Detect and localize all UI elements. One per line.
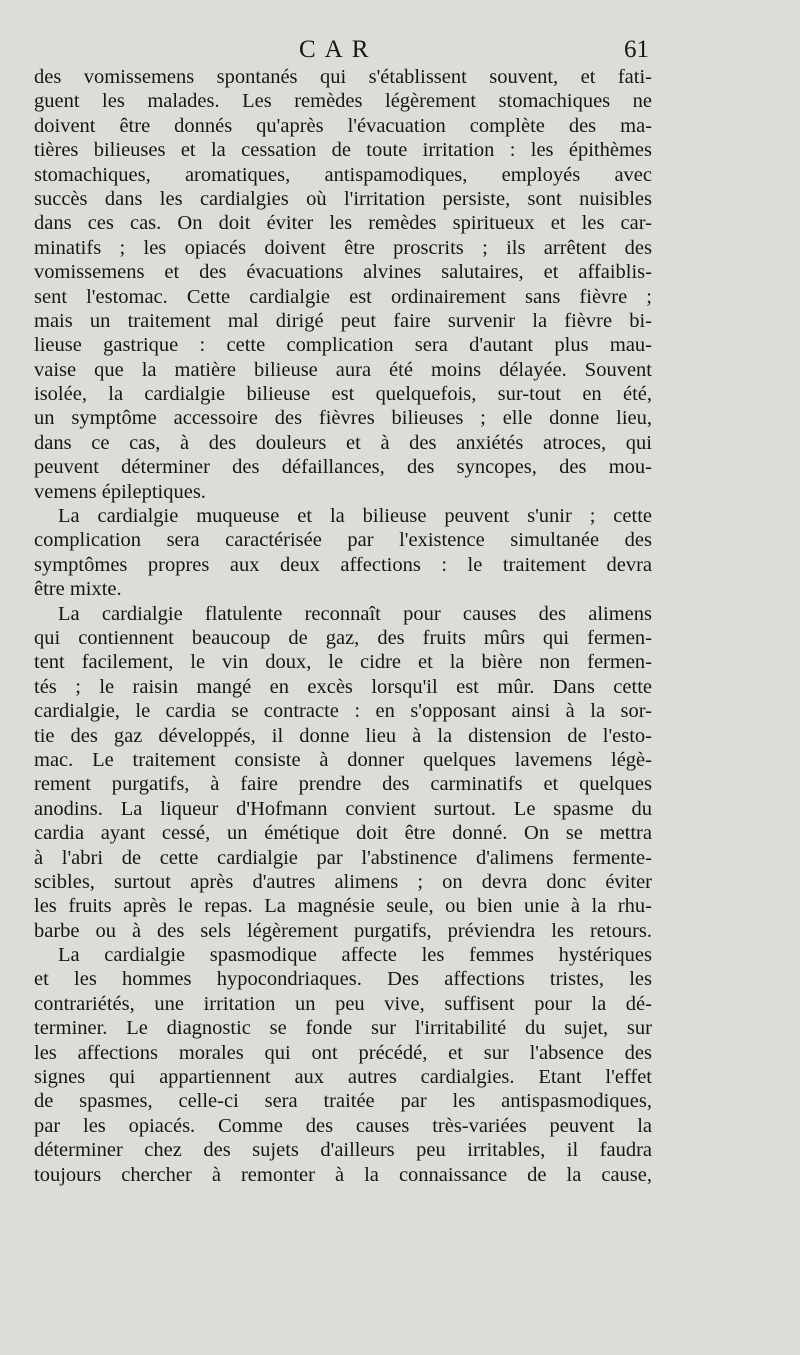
text-line: succès dans les cardialgies où l'irritation persiste, sont nuisibles — [34, 187, 652, 210]
text-line: à l'abri de cette cardialgie par l'abstinence d'alimens fermente- — [34, 846, 652, 869]
running-head: CAR — [299, 36, 378, 63]
text-line: sent l'estomac. Cette cardialgie est ordinairement sans fièvre ; — [34, 285, 652, 308]
text-line: des vomissemens spontanés qui s'établissent souvent, et fati- — [34, 66, 652, 88]
text-line: symptômes propres aux deux affections : le traitement devra — [34, 553, 652, 576]
text-line: barbe ou à des sels légèrement purgatifs, préviendra les retours. — [34, 919, 652, 942]
text-line: tières bilieuses et la cessation de toute irritation : les épithèmes — [34, 139, 652, 162]
paragraph-start-line: La cardialgie muqueuse et la bilieuse peuvent s'unir ; cette — [58, 505, 652, 528]
text-line: être mixte. — [34, 578, 122, 601]
text-line: les affections morales qui ont précédé, et sur l'absence des — [34, 1041, 652, 1064]
text-line: vaise que la matière bilieuse aura été moins délayée. Souvent — [34, 358, 652, 381]
text-line: tent facilement, le vin doux, le cidre et la bière non fermen- — [34, 651, 652, 674]
text-line: cardialgie, le cardia se contracte : en s'opposant ainsi à la sor- — [34, 700, 652, 723]
text-line: dans ces cas. On doit éviter les remèdes spiritueux et les car- — [34, 212, 652, 235]
text-line: par les opiacés. Comme des causes très-variées peuvent la — [34, 1114, 652, 1137]
text-line: contrariétés, une irritation un peu vive, suffisent pour la dé- — [34, 992, 652, 1015]
page-header — [0, 36, 800, 66]
text-line: mais un traitement mal dirigé peut faire survenir la fièvre bi- — [34, 309, 652, 332]
text-line: et les hommes hypocondriaques. Des affections tristes, les — [34, 968, 652, 991]
text-line: peuvent déterminer des défaillances, des syncopes, des mou- — [34, 456, 652, 479]
page-number: 61 — [624, 36, 649, 63]
text-line: toujours chercher à remonter à la connaissance de la cause, — [34, 1163, 652, 1186]
text-line: déterminer chez des sujets d'ailleurs peu irritables, il faudra — [34, 1139, 652, 1162]
text-line: un symptôme accessoire des fièvres bilieuses ; elle donne lieu, — [34, 407, 652, 430]
text-line: lieuse gastrique : cette complication sera d'autant plus mau- — [34, 334, 652, 357]
text-line: les fruits après le repas. La magnésie seule, ou bien unie à la rhu- — [34, 895, 652, 918]
text-line: anodins. La liqueur d'Hofmann convient surtout. Le spasme du — [34, 797, 652, 820]
text-line: de spasmes, celle-ci sera traitée par les antispasmodiques, — [34, 1090, 652, 1113]
paragraph-start-line: La cardialgie spasmodique affecte les femmes hystériques — [58, 944, 652, 967]
text-line: stomachiques, aromatiques, antispamodiques, employés avec — [34, 163, 652, 186]
text-line: isolée, la cardialgie bilieuse est quelquefois, sur-tout en été, — [34, 383, 652, 406]
text-line: tés ; le raisin mangé en excès lorsqu'il est mûr. Dans cette — [34, 675, 652, 698]
text-line: tie des gaz développés, il donne lieu à la distension de l'esto- — [34, 724, 652, 747]
text-line: signes qui appartiennent aux autres cardialgies. Etant l'effet — [34, 1066, 652, 1089]
text-line: doivent être donnés qu'après l'évacuation complète des ma- — [34, 114, 652, 137]
text-line: qui contiennent beaucoup de gaz, des fruits mûrs qui fermen- — [34, 626, 652, 649]
body-text — [34, 65, 652, 1187]
paragraph-start-line: La cardialgie flatulente reconnaît pour causes des alimens — [58, 602, 652, 625]
text-line: rement purgatifs, à faire prendre des carminatifs et quelques — [34, 773, 652, 796]
text-line: complication sera caractérisée par l'existence simultanée des — [34, 529, 652, 552]
text-line: vomissemens et des évacuations alvines salutaires, et affaiblis- — [34, 261, 652, 284]
text-line: minatifs ; les opiacés doivent être proscrits ; ils arrêtent des — [34, 236, 652, 259]
text-line: guent les malades. Les remèdes légèrement stomachiques ne — [34, 90, 652, 113]
text-line: scibles, surtout après d'autres alimens ; on devra donc éviter — [34, 870, 652, 893]
text-line: mac. Le traitement consiste à donner quelques lavemens légè- — [34, 748, 652, 771]
text-line: cardia ayant cessé, un émétique doit être donné. On se mettra — [34, 822, 652, 845]
text-line: terminer. Le diagnostic se fonde sur l'irritabilité du sujet, sur — [34, 1017, 652, 1040]
text-line: vemens épileptiques. — [34, 480, 206, 503]
text-line: dans ce cas, à des douleurs et à des anxiétés atroces, qui — [34, 431, 652, 454]
